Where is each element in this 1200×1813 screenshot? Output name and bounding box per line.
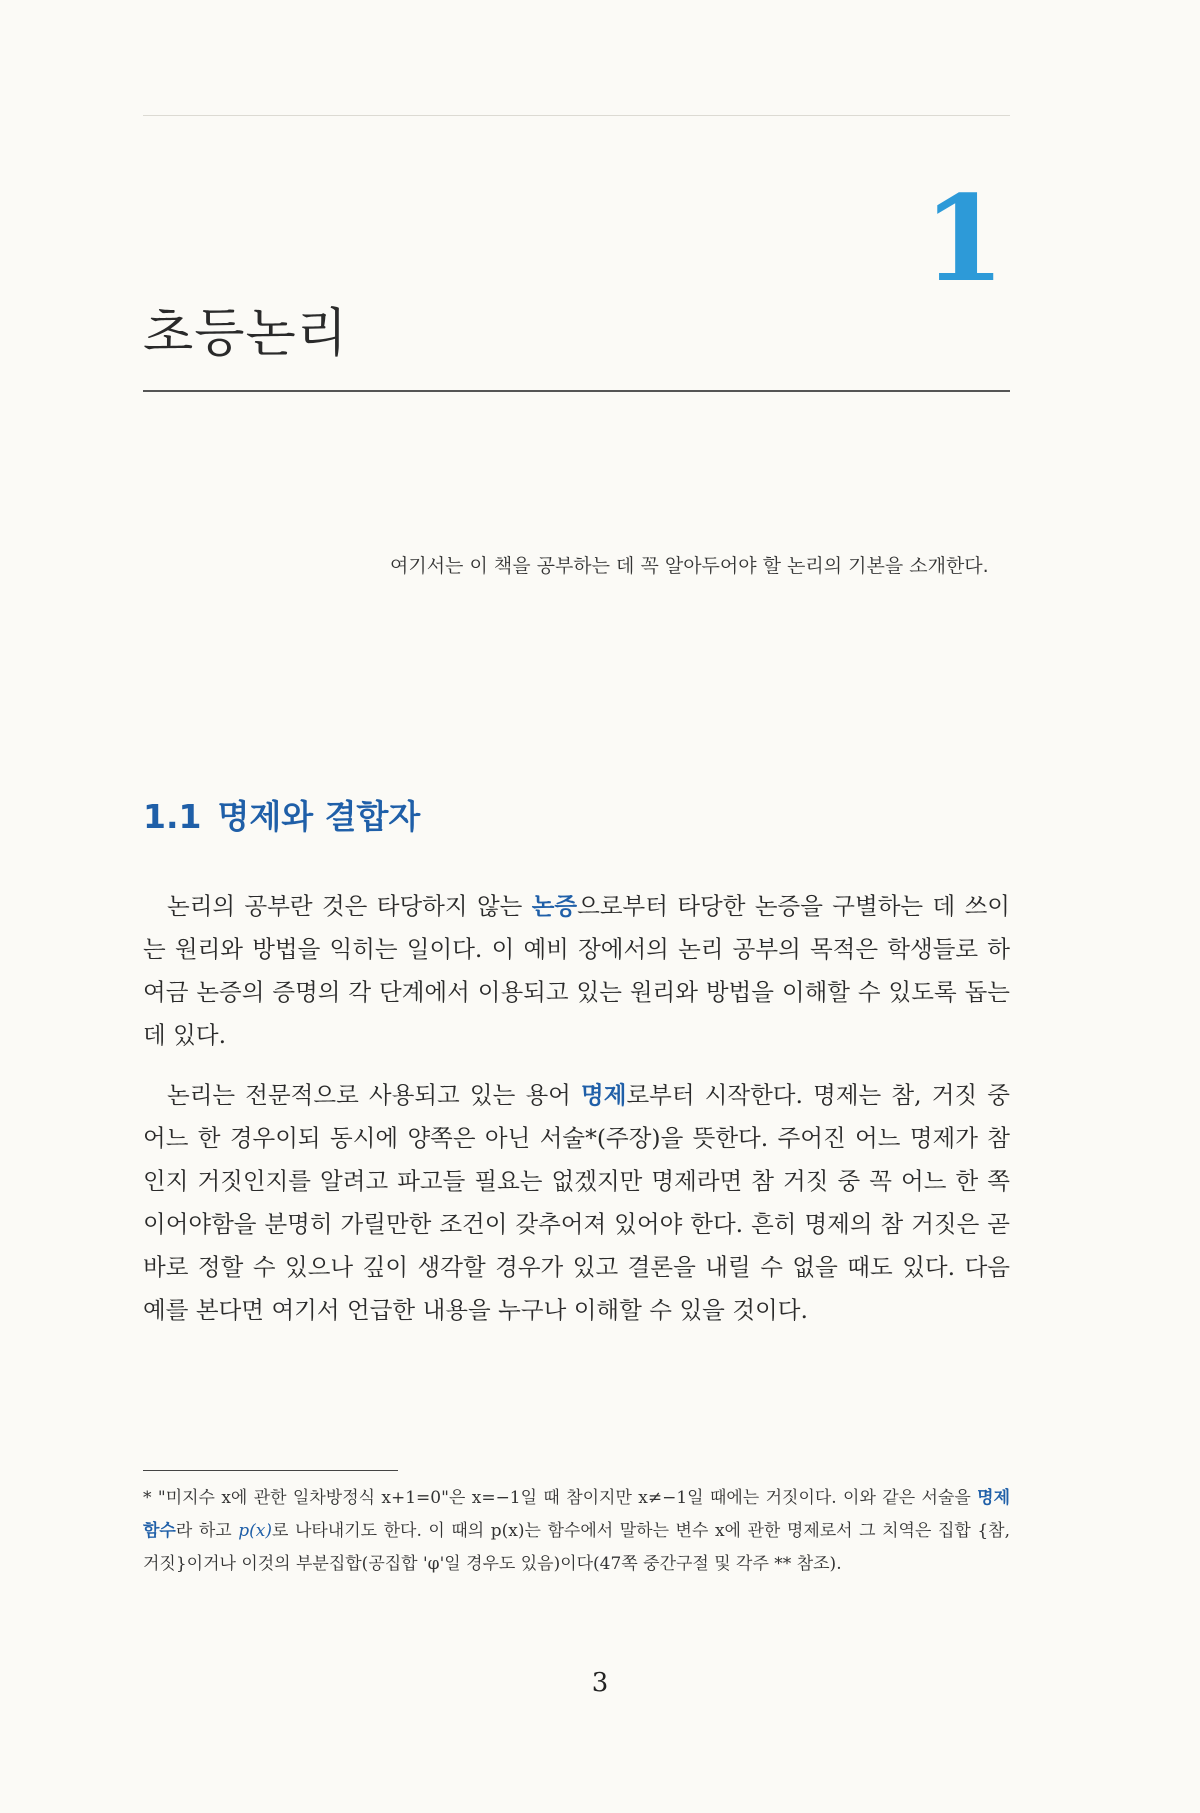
chapter-intro-text: 여기서는 이 책을 공부하는 데 꼭 알아두어야 할 논리의 기본을 소개한다.	[390, 555, 989, 577]
footnote-key-term: 명제함수	[143, 1488, 1010, 1541]
header-rule	[143, 115, 1010, 116]
footnote	[143, 1482, 1010, 1581]
paragraph	[143, 885, 1010, 1057]
footnote-text: 라 하고	[175, 1521, 239, 1541]
page-number: 3	[591, 1668, 609, 1698]
footnote-rule	[143, 1470, 398, 1471]
body-text	[143, 885, 1010, 1349]
section-title: 명제와 결합자	[217, 797, 421, 836]
key-term: 논증	[531, 892, 578, 920]
footnote-math: p(x)	[238, 1521, 272, 1541]
footnote-text: 로 나타내기도 한다. 이 때의 p(x)는 함수에서 말하는 변수 x에 관한 명제로서 그 치역은 집합 {참, 거짓}이거나 이것의 부분집합(공집합 'φ'일 경우도 있음)이다(47쪽 중간구절 및 각주 ** 참조).	[143, 1521, 1010, 1574]
footnote-text: * "미지수 x에 관한 일차방정식 x+1=0"은 x=−1일 때 참이지만 x≠−1일 때에는 거짓이다. 이와 같은 서술을	[143, 1488, 978, 1508]
chapter-title: 초등논리	[143, 304, 348, 364]
paragraph	[143, 1074, 1010, 1332]
paragraph-text: 로부터 시작한다. 명제는 참, 거짓 중 어느 한 경우이되 동시에 양쪽은 아닌 서술*(주장)을 뜻한다. 주어진 어느 명제가 참인지 거짓인지를 알려고 파고들 필요는 없겠지만 명제라면 참 거짓 중 꼭 어느 한 쪽이어야함을 분명히 가릴만한 조건이 갖추어져 있어야 한다. 흔히 명제의 참 거짓은 곧바로 정할 수 있으나 깊이 생각할 경우가 있고 결론을 내릴 수 없을 때도 있다. 다음 예를 본다면 여기서 언급한 내용을 누구나 이해할 수 있을 것이다.	[143, 1081, 1010, 1324]
paragraph-text: 논리의 공부란 것은 타당하지 않는	[167, 892, 532, 920]
paragraph-text: 으로부터 타당한 논증을 구별하는 데 쓰이는 원리와 방법을 익히는 일이다. 이 예비 장에서의 논리 공부의 목적은 학생들로 하여금 논증의 증명의 각 단계에서 이용되고 있는 원리와 방법을 이해할 수 있도록 돕는 데 있다.	[143, 892, 1010, 1049]
chapter-rule	[143, 390, 1010, 392]
paragraph-text: 논리는 전문적으로 사용되고 있는 용어	[167, 1081, 582, 1109]
section-number: 1.1	[143, 797, 202, 836]
section-heading	[143, 797, 421, 836]
chapter-number: 1	[922, 169, 1005, 308]
key-term: 명제	[581, 1081, 627, 1109]
chapter-intro	[390, 545, 1015, 588]
